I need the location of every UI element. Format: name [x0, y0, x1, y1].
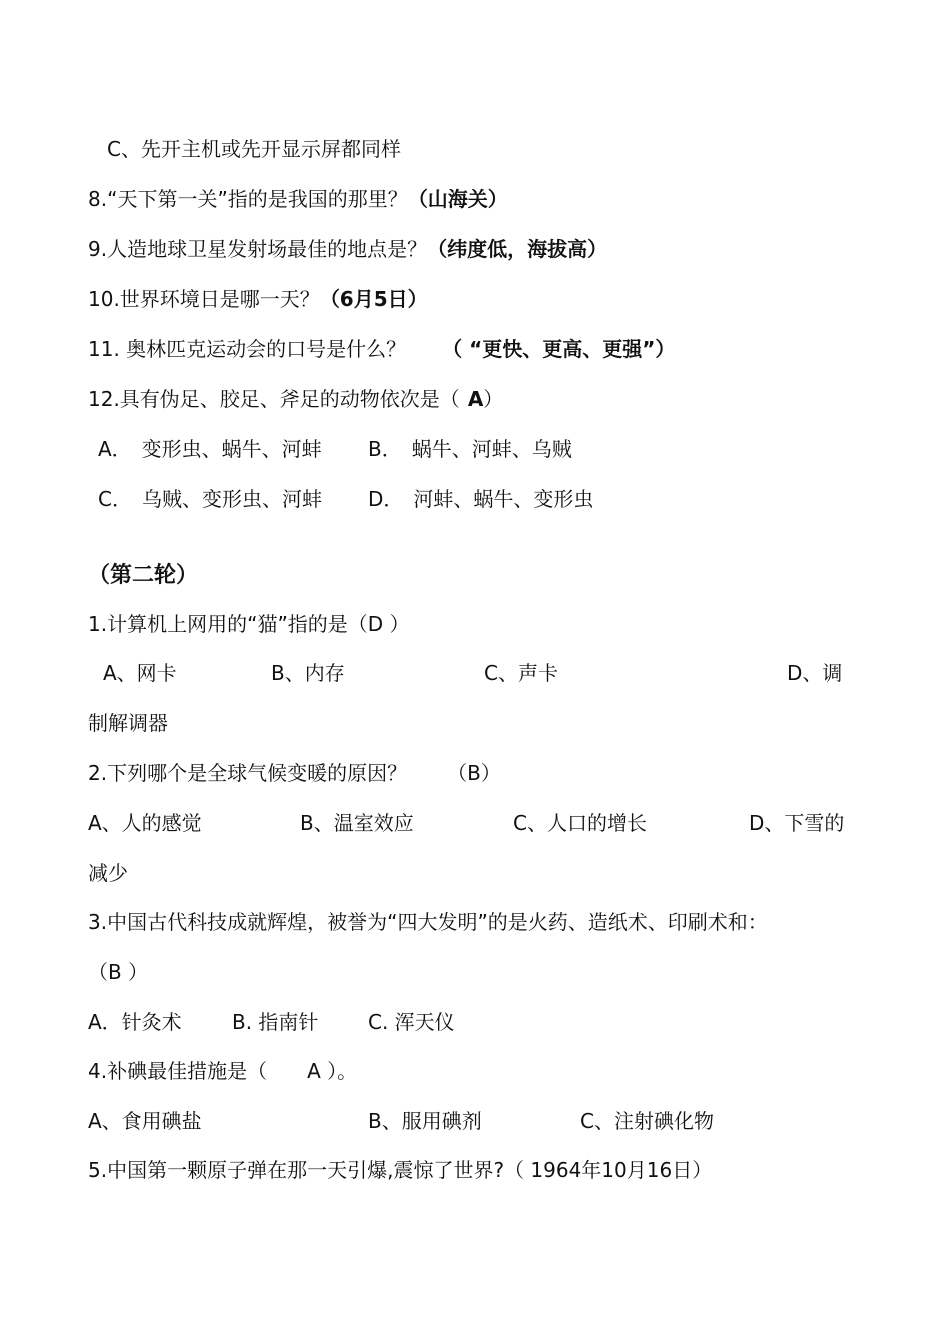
q12-option-a: A． 变形虫、蜗牛、河蚌: [98, 437, 322, 461]
r2-q1-option-d: D、调: [787, 661, 843, 685]
q12-option-c: C． 乌贼、变形虫、河蚌: [98, 487, 322, 511]
answer: （B）: [447, 761, 501, 785]
r2-question-5: 5.中国第一颗原子弹在那一天引爆,震惊了世界?（ 1964年10月16日）: [88, 1158, 713, 1182]
question-text: 9.人造地球卫星发射场最佳的地点是？: [88, 237, 428, 261]
question-12: [88, 385, 503, 413]
r2-q1-option-a: A、网卡: [103, 661, 177, 685]
r2-q1-option-c: C、声卡: [484, 661, 558, 685]
r2-q2-option-d-wrap: 减少: [88, 861, 128, 885]
r2-q3-answer: （B ）: [88, 960, 149, 984]
question-8: [88, 185, 508, 213]
r2-q1-option-b: B、内存: [271, 661, 345, 685]
answer: A: [467, 387, 484, 411]
r2-question-2: [88, 759, 501, 787]
q12-option-d: D． 河蚌、蜗牛、变形虫: [368, 487, 594, 511]
r2-q3-option-b: B. 指南针: [232, 1010, 319, 1034]
answer: （山海关）: [407, 187, 508, 211]
question-text: 12.具有伪足、胶足、斧足的动物依次是（: [88, 387, 460, 411]
q12-option-b: B． 蜗牛、河蚌、乌贼: [368, 437, 572, 461]
answer: （ “更快、更高、更强”）: [442, 337, 676, 361]
q7-option-c: C、先开主机或先开显示屏都同样: [107, 137, 401, 161]
r2-q3-option-a: A．针灸术: [88, 1010, 182, 1034]
question-text: 8.“天下第一关”指的是我国的那里？: [88, 187, 408, 211]
r2-q4-option-b: B、服用碘剂: [368, 1109, 482, 1133]
r2-q2-option-a: A、人的感觉: [88, 811, 202, 835]
r2-question-3: 3.中国古代科技成就辉煌，被誉为“四大发明”的是火药、造纸术、印刷术和：: [88, 910, 768, 934]
r2-question-4: 4.补碘最佳措施是（ A ）。: [88, 1059, 358, 1083]
r2-q4-option-a: A、食用碘盐: [88, 1109, 202, 1133]
round-heading: （第二轮）: [88, 563, 199, 588]
question-10: [88, 285, 428, 313]
r2-q4-option-c: C、注射碘化物: [580, 1109, 714, 1133]
r2-q1-option-d-wrap: 制解调器: [88, 711, 168, 735]
r2-question-1: 1.计算机上网用的“猫”指的是（D ）: [88, 612, 410, 636]
answer: （纬度低，海拔高）: [427, 237, 608, 261]
question-9: [88, 235, 607, 263]
r2-q3-option-c: C. 浑天仪: [368, 1010, 455, 1034]
r2-q2-option-b: B、温室效应: [300, 811, 414, 835]
question-11: [88, 335, 675, 363]
question-text: 11. 奥林匹克运动会的口号是什么？: [88, 337, 407, 361]
answer: （6月5日）: [319, 287, 428, 311]
question-text: 10.世界环境日是哪一天？: [88, 287, 320, 311]
answer-close: ）: [483, 387, 504, 411]
r2-q2-option-d: D、下雪的: [749, 811, 845, 835]
r2-q2-option-c: C、人口的增长: [513, 811, 647, 835]
question-text: 2.下列哪个是全球气候变暖的原因？: [88, 761, 408, 785]
